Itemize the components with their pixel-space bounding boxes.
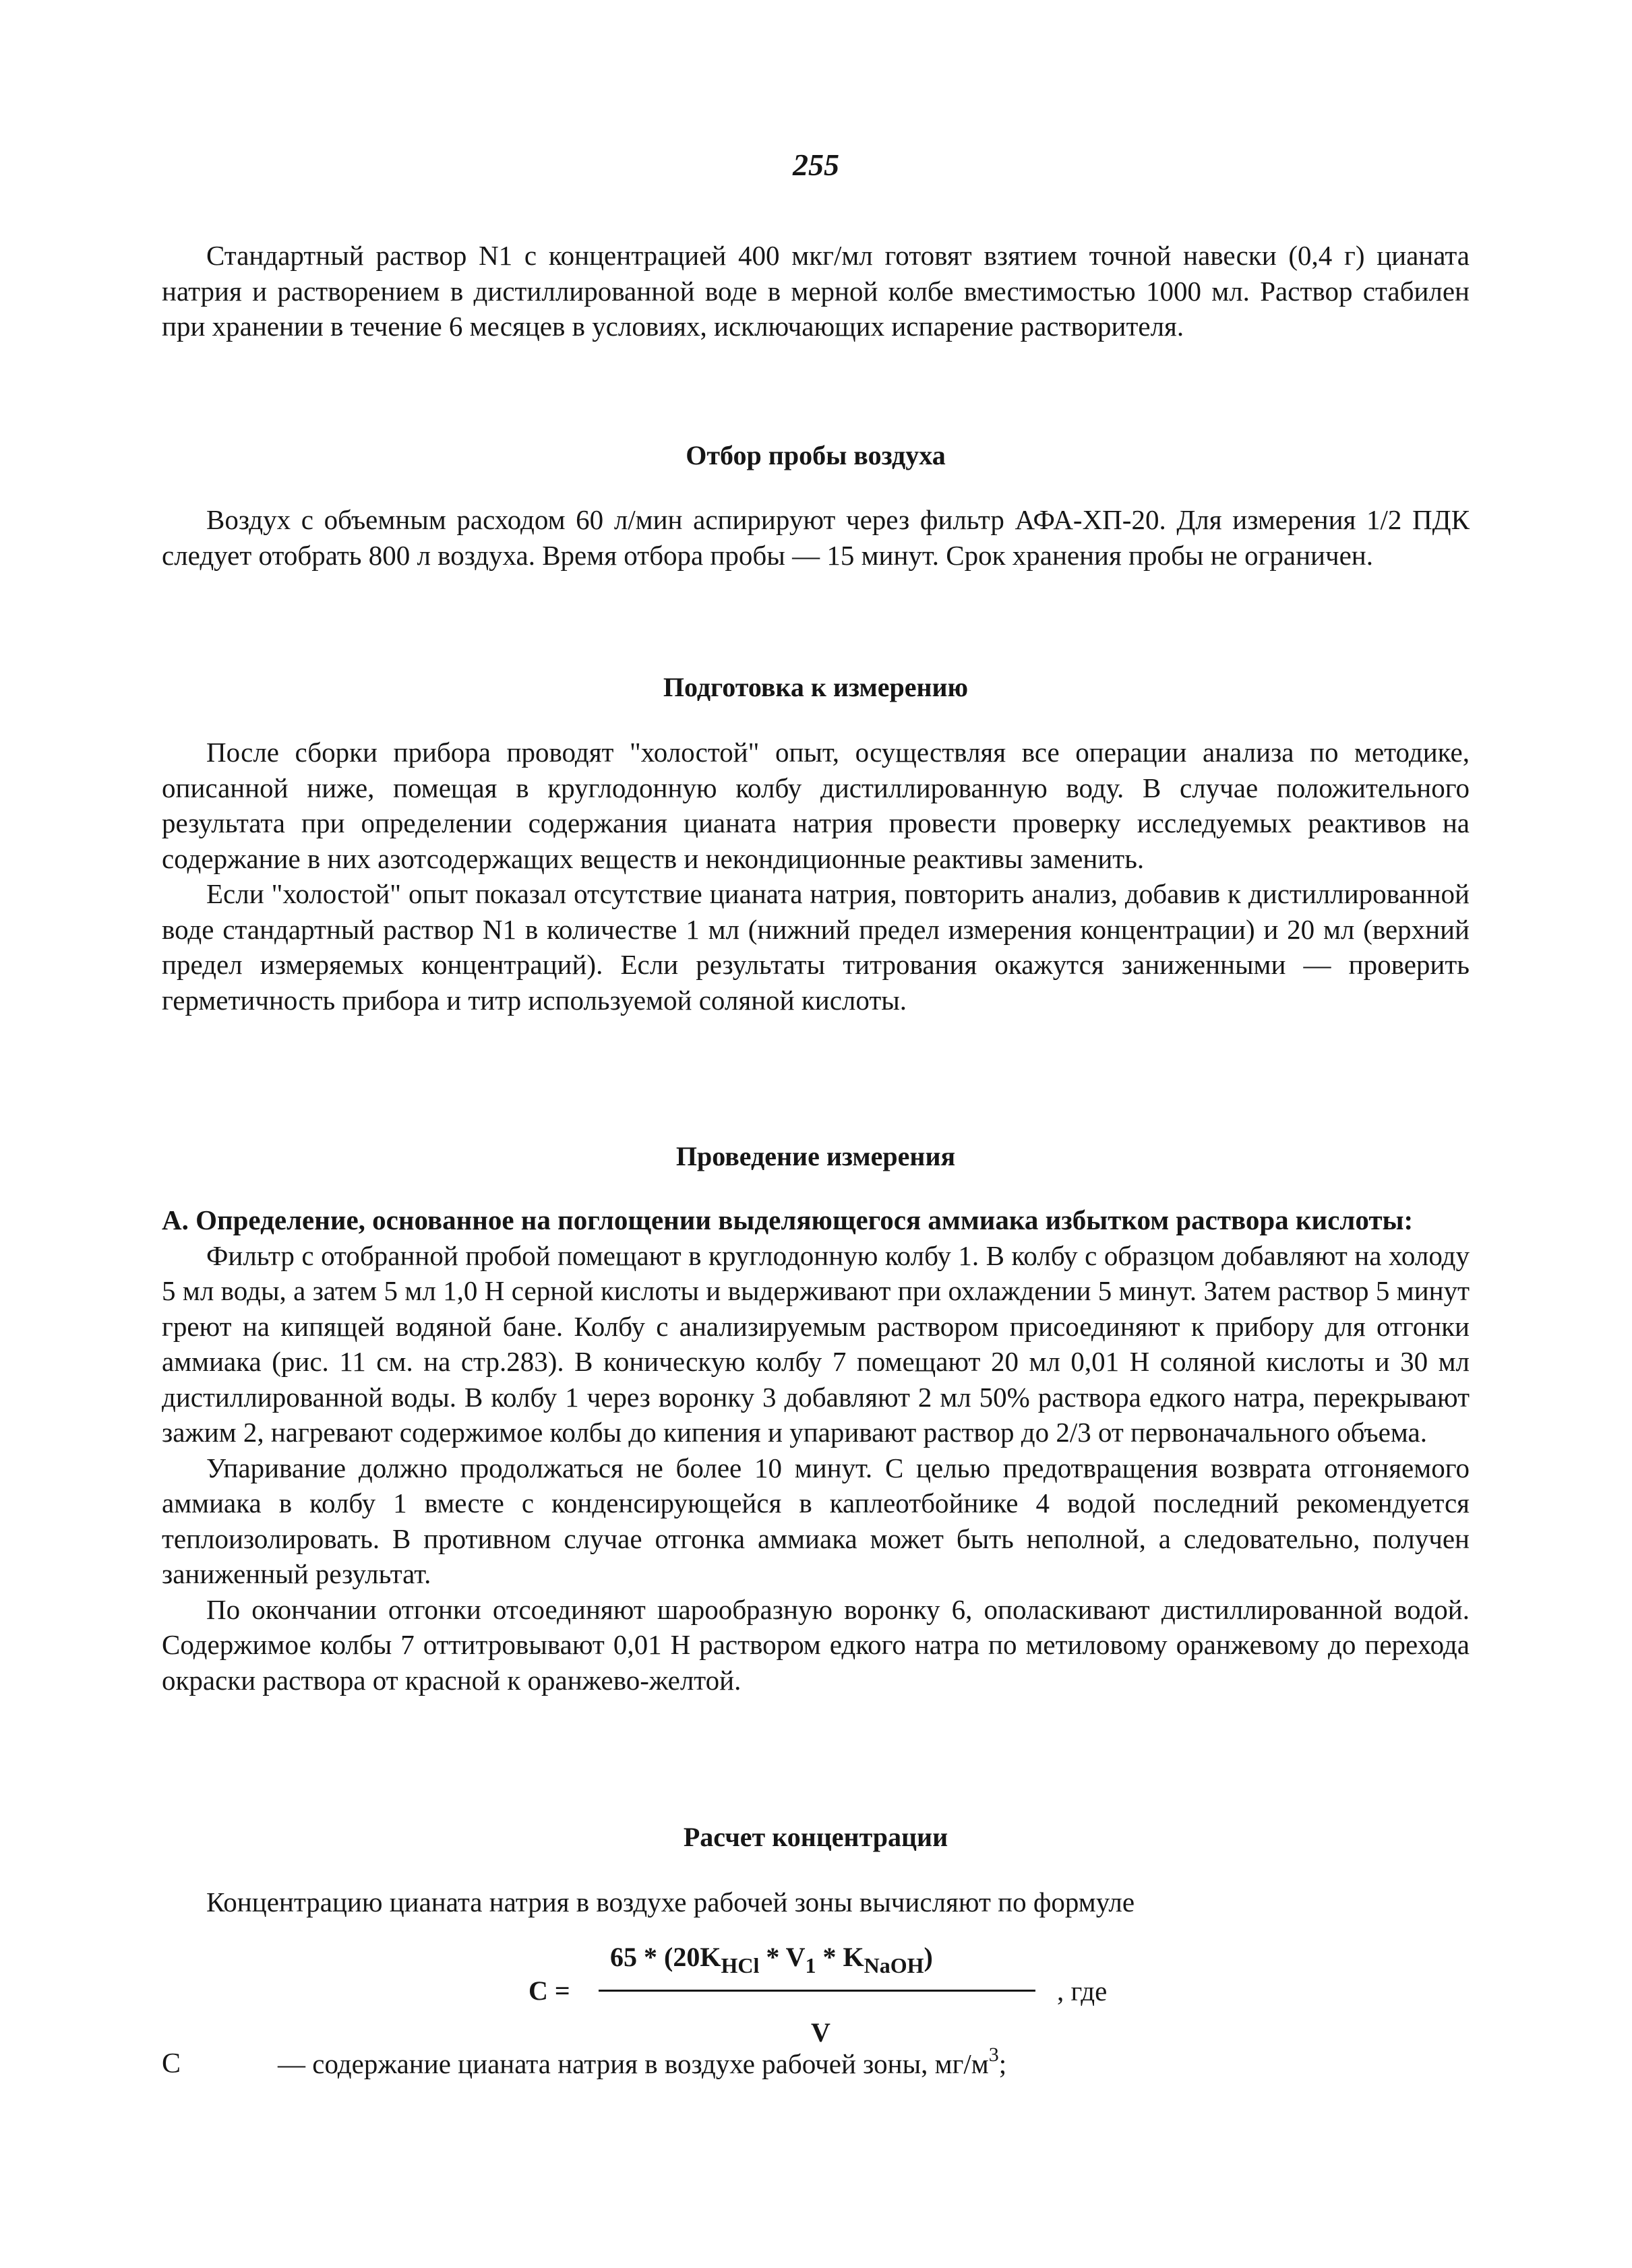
preparation-paragraph-1: После сборки прибора проводят "холостой" опыт, осуществляя все операции анализа по методике, описанной ниже, помещая в круглодонную колбу дистиллированную воду. В случае положительного результата при определении содержания цианата натрия провести проверку исследуемых реактивов на содержание в них азотсодержащих веществ и некондиционные реактивы заменить. [162,737,1470,874]
measurement-paragraph-3: По окончании отгонки отсоединяют шарообразную воронку 6, ополаскивают дистиллированной водой. Содержимое колбы 7 оттитровывают 0,01 Н раствором едкого натра по метиловому оранжевому до перехода окраски раствора от красной к оранжево-желтой. [162,1593,1470,1696]
definition-text: — содержание цианата натрия в воздухе рабочей зоны, $мг/м^3$; [278,2044,1007,2079]
section-preparation-body [162,735,1470,1018]
formula-denominator: V [811,2017,830,2048]
formula-lhs: С = [528,1975,570,2006]
section-preparation-heading-block [162,670,1470,705]
section-calculation-heading-block [162,1820,1470,1855]
section-measurement-body [162,1202,1470,1698]
measurement-paragraph-2: Упаривание должно продолжаться не более 10 минут. С целью предотвращения возврата отгоняемого аммиака в колбу 1 вместе с конденсирующейся в каплеотбойнике 4 водой последний рекомендуется теплоизолировать. В противном случае отгонка аммиака может быть неполной, а следовательно, получен заниженный результат. [162,1452,1470,1589]
preparation-paragraph-2: Если "холостой" опыт показал отсутствие цианата натрия, повторить анализ, добавив к дистиллированной воде стандартный раствор N1 в количестве 1 мл (нижний предел измерения концентрации) и 20 мл (верхний предел измеряемых концентраций). Если результаты титрования окажутся заниженными — проверить герметичность прибора и титр используемой соляной кислоты. [162,878,1470,1016]
fraction-bar [599,1990,1035,1992]
page-number: 255 [793,148,839,182]
section-measurement-heading-block [162,1139,1470,1174]
formula-numerator: $65 * (20K_{HCl} * V_1 * K_{NaOH})$ [610,1942,933,1978]
section-sampling-heading-block [162,438,1470,473]
measurement-paragraph-1: Фильтр с отобранной пробой помещают в круглодонную колбу 1. В колбу с образцом добавляют на холоду 5 мл воды, а затем 5 мл 1,0 Н серной кислоты и выдерживают при охлаждении 5 минут. Затем раствор 5 минут греют на кипящей водяной бане. Колбу с анализируемым раствором присоединяют к прибору для отгонки аммиака (рис. 11 см. на стр.283). В коническую колбу 7 помещают 20 мл 0,01 Н соляной кислоты и 30 мл дистиллированной воды. В колбу 1 через воронку 3 добавляют 2 мл 50% раствора едкого натра, перекрывают зажим 2, нагревают содержимое колбы до кипения и упаривают раствор до 2/3 от первоначального объема. [162,1239,1470,1448]
section-calculation-body [162,1884,1470,1920]
section-heading-sampling: Отбор пробы воздуха [686,440,946,470]
intro-block [162,238,1470,344]
definition-symbol: С [162,2048,181,2079]
section-heading-preparation: Подготовка к измерению [663,672,969,702]
section-heading-calculation: Расчет концентрации [683,1822,948,1852]
sampling-paragraph: Воздух с объемным расходом 60 л/мин аспирируют через фильтр АФА-ХП-20. Для измерения 1/2 ПДК следует отобрать 800 л воздуха. Время отбора пробы — 15 минут. Срок хранения пробы не ограничен. [162,504,1470,571]
intro-paragraph: Стандартный раствор N1 с концентрацией 400 мкг/мл готовят взятием точной навески (0,4 г) цианата натрия и растворением в дистиллированной воде в мерной колбе вместимостью 1000 мл. Раствор стабилен при хранении в течение 6 месяцев в условиях, исключающих испарение растворителя. [162,240,1470,342]
calculation-paragraph: Концентрацию цианата натрия в воздухе рабочей зоны вычисляют по формуле [206,1887,1135,1918]
measurement-subheading: А. Определение, основанное на поглощении выделяющегося аммиака избытком раствора кислоты: [162,1204,1414,1235]
section-sampling-body [162,502,1470,573]
formula-tail: , где [1057,1975,1108,2006]
section-heading-measurement: Проведение измерения [675,1141,956,1171]
